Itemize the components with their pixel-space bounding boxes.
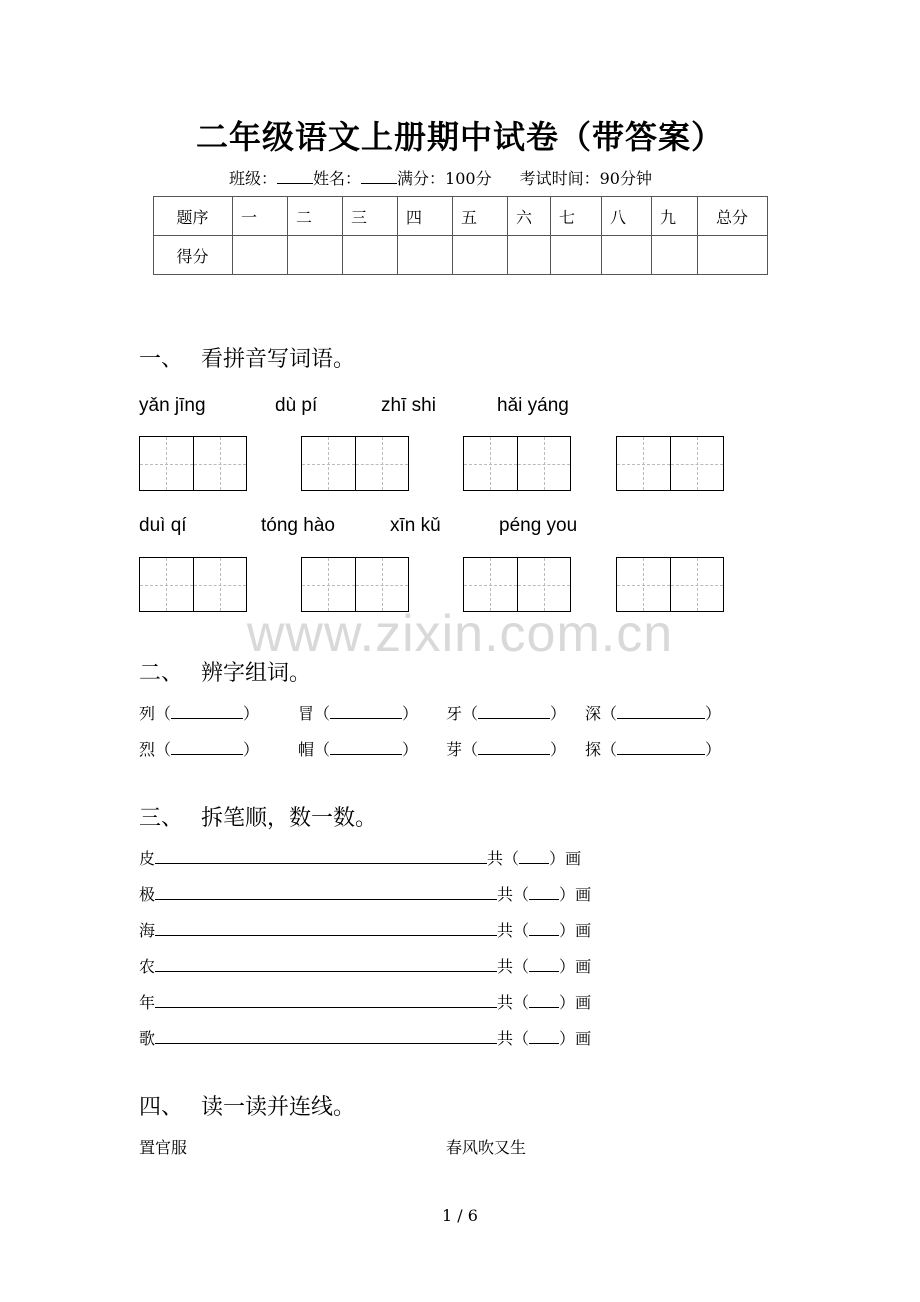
- pinyin-label: péng you: [499, 515, 578, 536]
- pinyin-label: tóng hào: [261, 515, 335, 536]
- score-cell[interactable]: [652, 236, 698, 275]
- word-group-item: 帽（ ）: [298, 740, 419, 759]
- writing-grid[interactable]: [616, 436, 724, 491]
- score-row-label: 得分: [154, 236, 233, 275]
- score-cell[interactable]: [508, 236, 551, 275]
- page-number: 1 / 6: [442, 1206, 478, 1225]
- exam-time: 考试时间：90分钟: [519, 169, 652, 188]
- word-group-item: 牙（ ）: [446, 704, 567, 723]
- score-header-cell: 题序: [154, 197, 233, 236]
- pinyin-label: zhī shi: [381, 395, 436, 416]
- name-label: 姓名：: [313, 169, 362, 188]
- score-header-cell: 四: [398, 197, 453, 236]
- name-blank: [361, 169, 397, 184]
- word-group-item: 列（ ）: [139, 704, 260, 723]
- match-left-item[interactable]: 置官服: [139, 1138, 188, 1157]
- pinyin-label: duì qí: [139, 515, 187, 536]
- page-title: 二年级语文上册期中试卷（带答案）: [195, 118, 724, 156]
- score-header-cell: 七: [551, 197, 602, 236]
- stroke-count-row: 农 共（ ）画: [139, 957, 592, 976]
- match-right-item[interactable]: 春风吹又生: [446, 1138, 527, 1157]
- word-group-item: 探（ ）: [585, 740, 722, 759]
- score-header-cell: 五: [453, 197, 508, 236]
- score-cell[interactable]: [398, 236, 453, 275]
- writing-grid[interactable]: [463, 436, 571, 491]
- score-header-cell: 三: [343, 197, 398, 236]
- score-cell[interactable]: [602, 236, 652, 275]
- pinyin-label: xīn kǔ: [390, 515, 441, 536]
- watermark: www.zixin.com.cn: [246, 605, 674, 663]
- section-3-heading: 三、 拆笔顺，数一数。: [139, 806, 378, 831]
- score-header-row: [154, 197, 768, 236]
- score-cell[interactable]: [288, 236, 343, 275]
- score-cell[interactable]: [343, 236, 398, 275]
- stroke-count-row: 极 共（ ）画: [139, 885, 592, 904]
- pinyin-label: dù pí: [275, 395, 318, 416]
- score-cell[interactable]: [698, 236, 768, 275]
- word-group-item: 芽（ ）: [446, 740, 567, 759]
- stroke-count-row: 海 共（ ）画: [139, 921, 592, 940]
- stroke-count-row: 歌 共（ ）画: [139, 1029, 592, 1048]
- score-header-cell: 八: [602, 197, 652, 236]
- score-header-cell: 二: [288, 197, 343, 236]
- word-group-item: 烈（ ）: [139, 740, 260, 759]
- score-header-cell: 六: [508, 197, 551, 236]
- word-group-item: 冒（ ）: [298, 704, 419, 723]
- stroke-count-row: 年 共（ ）画: [139, 993, 592, 1012]
- pinyin-label: yǎn jīng: [139, 395, 206, 416]
- score-header-cell: 九: [652, 197, 698, 236]
- class-blank: [277, 169, 313, 184]
- score-cell[interactable]: [551, 236, 602, 275]
- writing-grid[interactable]: [139, 436, 247, 491]
- writing-grid[interactable]: [301, 436, 409, 491]
- section-4-heading: 四、 读一读并连线。: [139, 1095, 356, 1120]
- section-2-heading: 二、 辨字组词。: [139, 661, 312, 686]
- section-1-heading: 一、 看拼音写词语。: [139, 347, 356, 372]
- student-info-line: [229, 166, 652, 189]
- stroke-count-row: 皮 共（ ）画: [139, 849, 582, 868]
- score-cell[interactable]: [233, 236, 288, 275]
- score-table: [153, 196, 768, 275]
- pinyin-label: hǎi yáng: [497, 395, 569, 416]
- score-cell[interactable]: [453, 236, 508, 275]
- full-score: 满分：100分: [397, 169, 492, 188]
- score-row: [154, 236, 768, 275]
- score-header-cell: 一: [233, 197, 288, 236]
- score-header-cell: 总分: [698, 197, 768, 236]
- word-group-item: 深（ ）: [585, 704, 722, 723]
- class-label: 班级：: [229, 169, 278, 188]
